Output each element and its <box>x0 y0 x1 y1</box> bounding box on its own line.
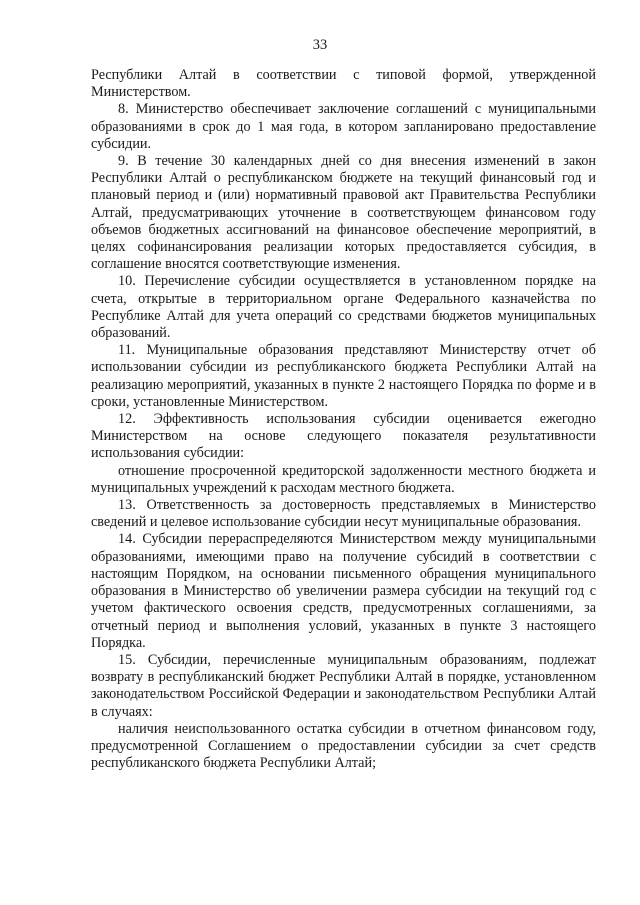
paragraph-item-13: 13. Ответственность за достоверность представляемых в Министерство сведений и целевое использование субсидии несут муниципальные образования. <box>91 497 596 531</box>
paragraph-item-9: 9. В течение 30 календарных дней со дня внесения изменений в закон Республики Алтай о республиканском бюджете на текущий финансовый год и плановый период и (или) нормативный правовой акт Правительства Республики Алтай, предусматривающих уточнение в соответствующем финансовом году объемов бюджетных ассигнований на финансовое обеспечение мероприятий, в целях софинансирования реализации которых предоставляется субсидия, в соглашение вносятся соответствующие изменения. <box>91 153 596 273</box>
page-number: 33 <box>312 37 328 53</box>
paragraph-item-15-case: наличия неиспользованного остатка субсидии в отчетном финансовом году, предусмотренной Соглашением о предоставлении субсидии за счет средств республиканского бюджета Республики Алтай; <box>91 720 596 772</box>
paragraph-item-11: 11. Муниципальные образования представляют Министерству отчет об использовании субсидии из республиканского бюджета Республики Алтай на реализацию мероприятий, указанных в пункте 2 настоящего Порядка по форме и в сроки, установленные Министерством. <box>91 342 596 410</box>
paragraph-item-15: 15. Субсидии, перечисленные муниципальным образованиям, подлежат возврату в республиканский бюджет Республики Алтай в порядке, установленном законодательством Российской Федерации и законодательством Республики Алтай в случаях: <box>91 651 596 720</box>
paragraph-item-12-indicator: отношение просроченной кредиторской задолженности местного бюджета и муниципальных учреждений к расходам местного бюджета. <box>91 462 596 496</box>
document-body <box>91 67 596 772</box>
paragraph-item-14: 14. Субсидии перераспределяются Министерством между муниципальными образованиями, имеющими право на получение субсидий в соответствии с настоящим Порядком, на основании письменного обращения муниципального образования в Министерство об увеличении размера субсидии на текущий год с учетом фактического освоения средств, предусмотренных соглашениями, за отчетный период и выполнения условий, указанных в пункте 3 настоящего Порядка. <box>91 531 596 651</box>
paragraph-item-12: 12. Эффективность использования субсидии оценивается ежегодно Министерством на основе следующего показателя результативности использования субсидии: <box>91 411 596 462</box>
paragraph-item-10: 10. Перечисление субсидии осуществляется в установленном порядке на счета, открытые в территориальном органе Федерального казначейства по Республике Алтай для учета операций со средствами бюджетов муниципальных образований. <box>91 273 596 342</box>
paragraph-item-8: 8. Министерство обеспечивает заключение соглашений с муниципальными образованиями в срок до 1 мая года, в котором запланировано предоставление субсидии. <box>91 101 596 152</box>
paragraph-continuation: Республики Алтай в соответствии с типовой формой, утвержденной Министерством. <box>91 67 596 101</box>
